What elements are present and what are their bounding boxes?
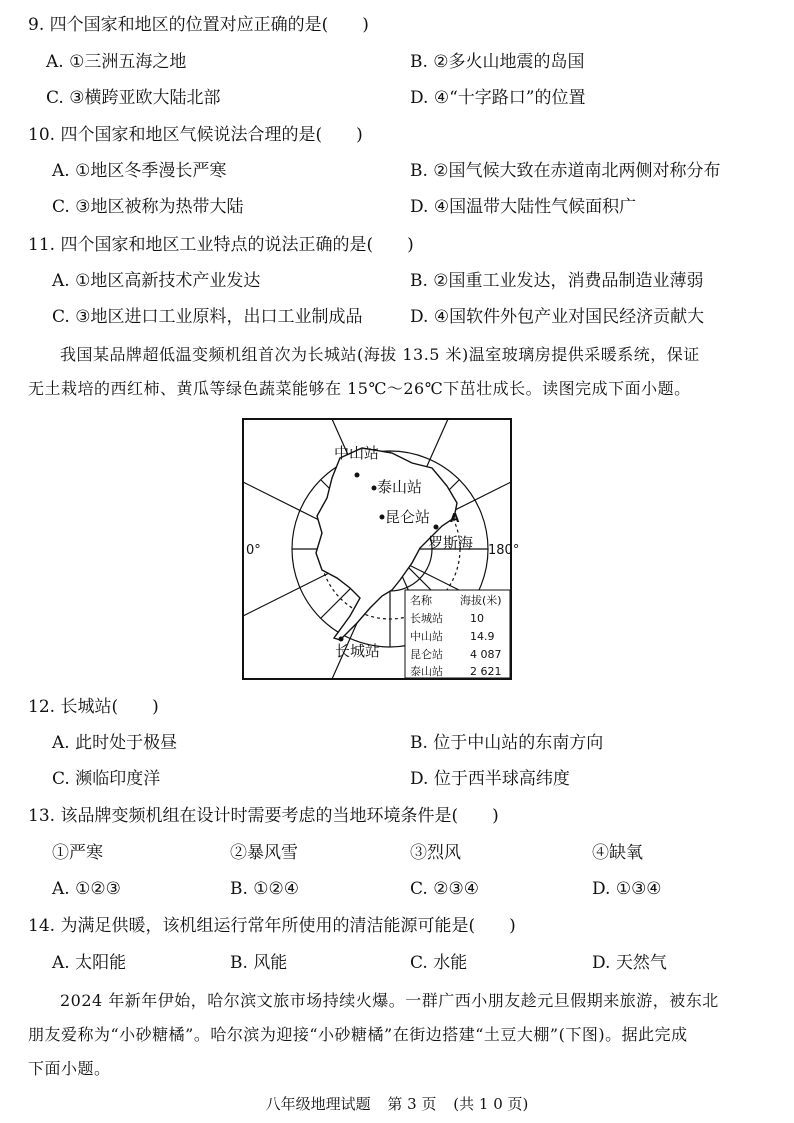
- question-11-option-a: A. ①地区高新技术产业发达: [52, 271, 261, 291]
- question-13-item-4: ④缺氧: [592, 843, 643, 863]
- footer-page-number: 第 3 页: [387, 1095, 437, 1113]
- kunlun-station-dot: [380, 515, 385, 520]
- question-13-item-3: ③烈风: [410, 843, 461, 863]
- intro-2-line-1: 2024 年新年伊始，哈尔滨文旅市场持续火爆。一群广西小朋友趁元旦假期来旅游，被东北: [60, 991, 719, 1010]
- table-row-4-name: 泰山站: [410, 665, 443, 678]
- point-a-dot: [434, 525, 439, 530]
- intro-1-line-2: 无土栽培的西红柿、黄瓜等绿色蔬菜能够在 15℃～26℃下茁壮成长。读图完成下面小题。: [28, 379, 691, 398]
- question-9-option-a: A. ①三洲五海之地: [46, 52, 187, 72]
- question-10-stem: 10. 四个国家和地区气候说法合理的是( ): [28, 125, 363, 145]
- question-10-option-c: C. ③地区被称为热带大陆: [52, 197, 244, 217]
- changcheng-station-dot: [339, 637, 344, 642]
- question-12-option-c: C. 濒临印度洋: [52, 769, 161, 789]
- question-10-option-b: B. ②国气候大致在赤道南北两侧对称分布: [410, 161, 721, 181]
- question-9-option-c: C. ③横跨亚欧大陆北部: [46, 88, 221, 108]
- intro-2-line-3: 下面小题。: [28, 1059, 111, 1078]
- page-footer: [0, 1093, 794, 1114]
- label-ross-sea: 罗斯海: [428, 534, 474, 552]
- question-12-stem: 12. 长城站( ): [28, 697, 159, 717]
- table-header-elevation: 海拔(米): [460, 594, 502, 607]
- footer-total-pages: (共 1 0 页): [453, 1095, 529, 1113]
- question-10-option-d: D. ④国温带大陆性气候面积广: [410, 197, 637, 217]
- label-zhongshan-station: 中山站: [334, 444, 380, 462]
- question-13-option-a: A. ①②③: [52, 879, 121, 899]
- question-9-option-d: D. ④“十字路口”的位置: [410, 88, 586, 108]
- question-10-option-a: A. ①地区冬季漫长严寒: [52, 161, 227, 181]
- question-11-option-c: C. ③地区进口工业原料，出口工业制成品: [52, 307, 363, 327]
- intro-paragraph-1: [28, 338, 768, 406]
- zhongshan-station-dot: [355, 473, 360, 478]
- question-12-option-b: B. 位于中山站的东南方向: [410, 733, 604, 753]
- question-9-option-b: B. ②多火山地震的岛国: [410, 52, 585, 72]
- taishan-station-dot: [372, 486, 377, 491]
- question-11-stem: 11. 四个国家和地区工业特点的说法正确的是( ): [28, 235, 414, 255]
- label-point-a: A: [450, 511, 460, 525]
- question-13-option-d: D. ①③④: [592, 879, 662, 899]
- question-13-item-1: ①严寒: [52, 843, 103, 863]
- table-row-2-name: 中山站: [410, 630, 443, 643]
- label-180-degree: 180°: [488, 543, 520, 558]
- label-taishan-station: 泰山站: [377, 478, 423, 496]
- table-row-2-value: 14.9: [470, 630, 495, 643]
- question-12-option-a: A. 此时处于极昼: [52, 733, 178, 753]
- label-kunlun-station: 昆仑站: [385, 508, 431, 526]
- question-14-stem: 14. 为满足供暖，该机组运行常年所使用的清洁能源可能是( ): [28, 916, 516, 936]
- question-13-option-c: C. ②③④: [410, 879, 479, 899]
- question-13-item-2: ②暴风雪: [230, 843, 298, 863]
- label-changcheng-station: 长城站: [335, 642, 381, 660]
- question-14-option-b: B. 风能: [230, 953, 288, 973]
- intro-1-line-1: 我国某品牌超低温变频机组首次为长城站(海拔 13.5 米)温室玻璃房提供采暖系统，保证: [60, 345, 700, 364]
- question-13-stem: 13. 该品牌变频机组在设计时需要考虑的当地环境条件是( ): [28, 806, 499, 826]
- footer-title: 八年级地理试题: [265, 1095, 371, 1113]
- question-14-option-d: D. 天然气: [592, 953, 667, 973]
- table-row-1-value: 10: [470, 612, 484, 625]
- intro-paragraph-2: [28, 984, 768, 1086]
- question-11-option-b: B. ②国重工业发达，消费品制造业薄弱: [410, 271, 704, 291]
- question-14-option-a: A. 太阳能: [52, 953, 127, 973]
- antarctica-map: [242, 418, 520, 680]
- table-row-3-value: 4 087: [470, 648, 502, 661]
- question-13-option-b: B. ①②④: [230, 879, 300, 899]
- table-row-3-name: 昆仑站: [410, 648, 443, 661]
- question-14-option-c: C. 水能: [410, 953, 468, 973]
- label-0-degree: 0°: [246, 543, 261, 558]
- question-12-option-d: D. 位于西半球高纬度: [410, 769, 570, 789]
- table-header-name: 名称: [410, 594, 432, 607]
- question-11-option-d: D. ④国软件外包产业对国民经济贡献大: [410, 307, 705, 327]
- table-row-1-name: 长城站: [410, 612, 443, 625]
- table-row-4-value: 2 621: [470, 665, 502, 678]
- question-9-stem: 9. 四个国家和地区的位置对应正确的是( ): [28, 15, 369, 35]
- intro-2-line-2: 朋友爱称为“小砂糖橘”。哈尔滨为迎接“小砂糖橘”在街边搭建“土豆大棚”(下图)。据此完成: [28, 1025, 688, 1044]
